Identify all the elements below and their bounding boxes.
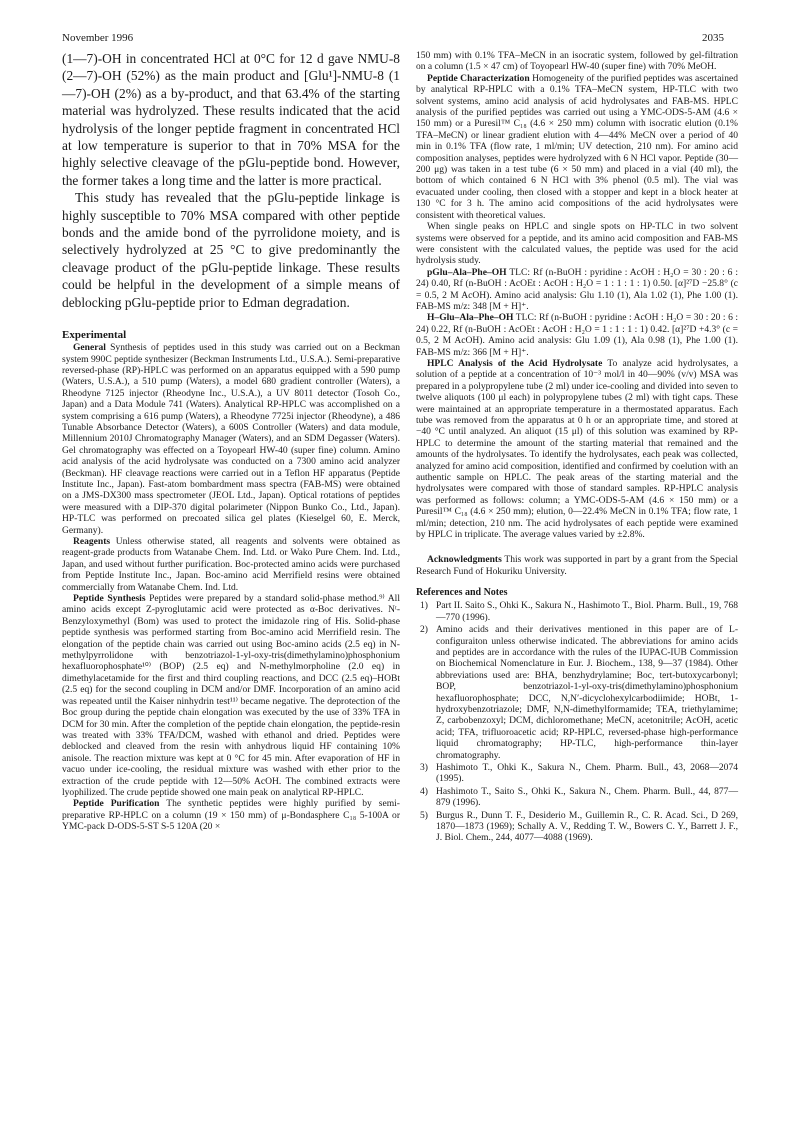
reference-number: 5) [420, 809, 428, 821]
reference-text: Hashimoto T., Ohki K., Sakura N., Chem. Pharm. Bull., 43, 2068—2074 (1995). [436, 761, 738, 785]
hplc-analysis-text: To analyze acid hydrolysates, a solution of a peptide at a concentration of 10⁻³ mol/l in 40—90% (v/v) MSA was prepared in a polypropylene tube (2 ml) under ice-cooling and divided into seven to twelve aliquots (100 μl each) in polypropylene tubes (2 ml) with tight caps. These were maintained at an appropriate temperature in a thermostated apparatus. Each tube was removed from the apparatus at 0 h or an appropriate time, and stored at −40 °C until analyzed. An aliquot (15 μl) of this solution was examined by RP-HPLC to determine the amount of the starting material that remained and the amounts of the hydrolysates. To identify the hydrolysates, each peak was collected, analyzed for amino acid composition, identified and confirmed by coelution with an authentic sample on HPLC. The peak areas of the starting material and the hydrolysates were compared with those of standard samples. RP-HPLC analysis was performed as follows: column; a YMC-ODS-5-AM (4.6 × 150 mm) or a Puresil™ C₁₈ (4.6 × 250 mm); elution, 0—22.4% MeCN in 0.1% TFA; flow rate, 1 ml/min; detection, 210 nm. The acid hydrolysates of each peptide were examined by HPLC in triplicate. The average values varied by ±2.8%. [416, 357, 739, 541]
purification-paragraph [62, 798, 400, 832]
characterization-paragraph [416, 73, 738, 221]
acknowledgments-text: This work was supported in part by a grant from the Special Research Fund of Hokuriku University. [416, 554, 738, 577]
purification-continued: 150 mm) with 0.1% TFA–MeCN in an isocratic system, followed by gel-filtration on a column (1.5 × 47 cm) of Toyopearl HW-40 (super fine) with 70% MeOH. [416, 50, 738, 73]
synthesis-paragraph [62, 593, 400, 798]
reagents-label: Reagents [73, 536, 111, 547]
page-number: 2035 [702, 32, 724, 44]
reference-item [416, 624, 738, 761]
reference-text: Amino acids and their derivatives mentioned in this paper are of L-configuraiton unless otherwise indicated. The abbreviations for amino acids and peptides are in accordance with the rules of the IUPAC-IUB Commission on Biochemical Nomenclature in Eur. J. Biochem., 138, 9—37 (1984). Other abbreviations used are: BHA, benzhydrylamine; Boc, tert-butoxycarbonyl; BOP, benzotriazol-1-yl-oxy-tris(dimethylamino)phosphonium hexafluorophosphate; DCC, N,N′-dicyclohexylcarbodiimide; HOBt, 1-hydroxybenzotriazole; DMF, N,N-dimethylformamide; TEA, triethylamime; Z, carbobenzoxyl; DCM, dichloromethane; MeCN, acetonitrile; AcOH, acetic acid; TFA, trifluoroacetic acid; RP-HPLC, reversed-phase high-performance liquid chromatography; HP-TLC, high-performance thin-layer chromatography. [436, 624, 738, 761]
reference-number: 3) [420, 761, 428, 773]
reference-item [416, 810, 738, 844]
characterization-label: Peptide Characterization [427, 72, 530, 84]
reference-item [416, 762, 738, 785]
intro-paragraph-1: (1—7)-OH in concentrated HCl at 0°C for 12 d gave NMU-8 (2—7)-OH (52%) as the main product and [Glu¹]-NMU-8 (1—7)-OH (2%) as a by-product, and that 63.4% of the starting material was hydrolyzed. These results indicated that the acid hydrolysis of the longer peptide fragment in concentrated HCl at low temperature is superior to that in 70% MSA for the highly selective cleavage of the pGlu-peptide bond. However, the former takes a long time and the latter is more practical. [62, 51, 400, 188]
h-glu-ala-phe-paragraph [416, 312, 738, 358]
acknowledgments-label: Acknowledgments [427, 554, 502, 566]
pglu-ala-phe-label: pGlu–Ala–Phe–OH [427, 266, 507, 278]
pglu-ala-phe-paragraph [416, 267, 738, 313]
h-glu-ala-phe-text: TLC: Rf (n-BuOH : pyridine : AcOH : H₂O = 30 : 20 : 6 : 24) 0.22, Rf (n-BuOH : AcOEt : AcOH : H₂O = 1 : 1 : 1 : 1) 0.42. [α]²⁷D +4.3° (c = 0.5, 2 M AcOH). Amino acid analysis: Glu 1.09 (1), Ala 0.98 (1), Phe 1.00 (1). FAB-MS m/z: 366 [M + H]⁺. [416, 312, 738, 358]
h-glu-ala-phe-label: H–Glu–Ala–Phe–OH [427, 312, 514, 324]
reference-text: Hashimoto T., Saito S., Ohki K., Sakura N., Chem. Pharm. Bull., 44, 877—879 (1996). [436, 785, 738, 809]
general-label: General [73, 342, 106, 354]
reference-number: 2) [420, 624, 428, 636]
reference-text: Part II. Saito S., Ohki K., Sakura N., Hashimoto T., Biol. Pharm. Bull., 19, 768—770 (1996). [436, 600, 738, 623]
reference-number: 4) [420, 785, 428, 797]
characterization-text: Homogeneity of the purified peptides was ascertained by analytical RP-HPLC with a 0.1% TFA–MeCN system, HP-TLC with two solvent systems, amino acid analysis of acid hydrolysates and FAB-MS. HPLC analysis of the purified peptides was carried out using a YMC-ODS-5-AM (4.6 × 150 mm) or a Puresil™ C₁₈ (4.6 × 250 mm) column with isocratic elution (0.1% TFA–MeCN) or linear gradient elution with 4—44% MeCN over a period of 40 min in 0.1% TFA (flow rate, 1 ml/min; UV detection, 210 nm). For amino acid composition analyses, peptides were hydrolyzed with 6 N HCl vapor. Peptide (30—200 μg) was taken in a test tube (6 × 50 mm) and placed in a vial (40 ml), the bottom of which contained 6 N HCl with 3% phenol (0.5 ml). The vial was evacuated under cooling, then closed with a stopper and kept in a block heater at 130 °C for 3 h. The amino acid compositions of the acid hydrolysates were consistent with theoretical values. [416, 72, 738, 221]
synthesis-label: Peptide Synthesis [73, 593, 146, 605]
reagents-text: Unless otherwise stated, all reagents and solvents were obtained as reagent-grade products from Watanabe Chem. Ind. Ltd. or Wako Pure Chem. Ind. Ltd., Japan, and used without further purification. Boc-protected amino acids were purchased from Peptide Institute Inc., Japan. Boc-amino acid Merrifield resins were obtained commercially from Watanabe Chem. Ind. Ltd. [62, 536, 400, 593]
hplc-analysis-label: HPLC Analysis of the Acid Hydrolysate [427, 357, 603, 369]
experimental-heading: Experimental [62, 329, 127, 342]
single-peaks-paragraph: When single peaks on HPLC and single spots on HP-TLC in two solvent systems were observed for a peptide, and its amino acid composition and FAB-MS were consistent with the calculated values, the peptide was used for the acid hydrolysis study. [416, 221, 738, 267]
references-list [416, 600, 738, 844]
general-paragraph [62, 342, 400, 536]
purification-text: The synthetic peptides were highly purified by semi-preparative RP-HPLC on a column (19 × 150 mm) of μ-Bondasphere C₁₈ 5-100A or YMC-pack D-ODS-5-ST S-5 120A (20 × [62, 798, 400, 833]
synthesis-text: Peptides were prepared by a standard solid-phase method.⁹⁾ All amino acids except Z-pyroglutamic acid were protected as α-Boc derivatives. Nᵗ-Benzyloxymethyl (Bom) was used to protect the imidazole ring of His. Solid-phase peptide synthesis was performed starting from Boc-amino acid Merrifield resin. The elongation of the peptide chain was carried out using Boc-amino acids (2.5 eq) in N-methylpyrrolidone with benzotriazol-1-yl-oxy-tris(dimethylamino)phosphonium hexafluorophosphate¹⁰⁾ (BOP) (2.5 eq) and N-methylmorpholine (2.0 eq) in dimethylacetamide for the first and third coupling reactions, and DCC (2.5 eq)–HOBt (2.5 eq) for the second coupling in DCM and/or DMF. Incorporation of an amino acid was repeated until the Kaiser ninhydrin test¹¹⁾ became negative. The deprotection of the Boc group during the peptide chain elongation was executed by the use of 33% TFA in DCM for 30 min. After the completion of the peptide chain elongation, the peptide-resin was treated with 33% TFA/DCM, washed with ethanol and dried. Peptides were deblocked and cleaved from the resin with anhydrous liquid HF containing 10% anisole. The reaction mixture was kept at 0 °C for 45 min. After evaporation of HF in vacuo under ice-cooling, the residual mixture was washed with ether prior to the extraction of the crude peptide with 12—50% AcOH. The combined extracts were lyophilized. The crude peptide showed one main peak on analytical RP-HPLC. [62, 593, 400, 798]
hplc-analysis-paragraph [416, 358, 738, 541]
references-heading: References and Notes [416, 587, 508, 599]
purification-label: Peptide Purification [73, 798, 160, 810]
header-date: November 1996 [62, 32, 134, 44]
acknowledgments-paragraph [416, 554, 738, 577]
reference-item [416, 600, 738, 623]
reference-item [416, 786, 738, 809]
reference-number: 1) [420, 600, 428, 612]
left-column [62, 50, 400, 833]
right-column [416, 50, 738, 845]
pglu-ala-phe-text: TLC: Rf (n-BuOH : pyridine : AcOH : H₂O = 30 : 20 : 6 : 24) 0.40, Rf (n-BuOH : AcOEt : AcOH : H₂O = 1 : 1 : 1 : 1) 0.50. [α]²⁷D −25.8° (c = 0.5, 2 M AcOH). Amino acid analysis: Glu 1.10 (1), Ala 1.02 (1), Phe 1.00 (1). FAB-MS m/z: 348 [M + H]⁺. [416, 266, 739, 312]
reagents-paragraph [62, 536, 400, 593]
general-text: Synthesis of peptides used in this study was carried out on a Beckman system 990C peptide synthesizer (Beckman Instruments Ltd., U.S.A.). Semi-preparative reversed-phase (RP)-HPLC was performed on an apparatus equipped with a 590 pump (Waters, U.S.A.), a 510 pump (Waters), a model 680 gradient controller (Waters), a Rheodyne 7125 injector (Rheodyne Inc., U.S.A.), a UV 8011 detector (Tosoh Co., Japan) and a Data Module 741 (Waters). Analytical RP-HPLC was accomplished on a system comprising a 616 pump (Waters), a Rheodyne 7725i injector (Rheodyne), a 486 Tunable Absorbance Detector (Waters), a 600S Controller (Waters) and data module, Millennium 2010J Chromatography Manager (Waters), and an SDM Degasser (Waters). Gel chromatography was effected on a Toyopearl HW-40 (super fine) column. Amino acid analysis of the acid hydrolysate was conducted on a 7300 amino acid analyzer (Beckman). HF cleavage reactions were carried out in a Teflon HF apparatus (Peptide Institute Inc., Japan). Fast-atom bombardment mass spectra (FAB-MS) were obtained on a JMS-DX300 mass spectrometer (JEOL Ltd., Japan). Optical rotations of peptides were measured with a DIP-370 digital polarimeter (Nippon Bunko Co., Ltd., Japan). HP-TLC was performed on precoated silica gel plates (Kieselgel 60, E. Merck, Germany). [62, 342, 400, 536]
intro-paragraph-2: This study has revealed that the pGlu-peptide linkage is highly susceptible to 70% MSA compared with other peptide bonds and the amide bond of the pyrrolidone moiety, and is selectively hydrolyzed at 25 °C to give predominantly the cleavage product of the pGlu-peptide linkage. These results could be helpful in the development of a simple means of deblocking pGlu-peptide prior to Edman degradation. [62, 190, 400, 310]
reference-text: Burgus R., Dunn T. F., Desiderio M., Guillemin R., C. R. Acad. Sci., D 269, 1870—1873 (1969); Schally A. V., Redding T. W., Bowers C. Y., Barrett J. F., J. Biol. Chem., 244, 4077—4088 (1969). [436, 809, 738, 844]
